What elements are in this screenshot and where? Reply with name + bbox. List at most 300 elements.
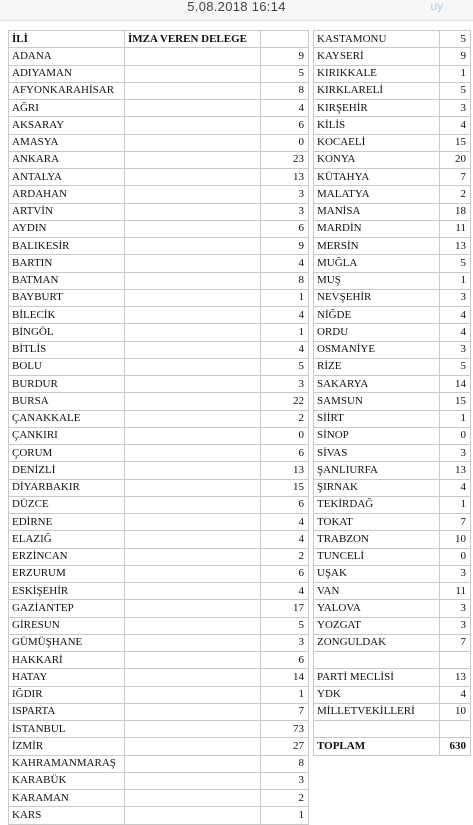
table-row	[9, 324, 309, 341]
province-name: AKSARAY	[9, 117, 125, 134]
province-name: İZMİR	[9, 738, 125, 755]
table-row	[9, 289, 309, 306]
province-name: SAMSUN	[314, 393, 440, 410]
delegate-count: 6	[261, 445, 309, 462]
province-name: IĞDIR	[9, 686, 125, 703]
delegate-count: 4	[261, 100, 309, 117]
province-name: BURSA	[9, 393, 125, 410]
delegate-count: 5	[440, 255, 471, 272]
delegate-count: 13	[261, 169, 309, 186]
status-ghost-text: uy	[430, 0, 443, 13]
empty-cell	[125, 790, 261, 807]
delegate-count: 1	[261, 807, 309, 824]
table-row	[314, 272, 471, 289]
delegate-count: 13	[261, 462, 309, 479]
total-row	[314, 738, 471, 755]
table-row	[314, 203, 471, 220]
province-name: ELAZIĞ	[9, 531, 125, 548]
empty-cell	[125, 324, 261, 341]
empty-cell	[125, 220, 261, 237]
left-delegate-table	[8, 30, 309, 825]
province-name: TEKİRDAĞ	[314, 496, 440, 513]
delegate-count: 0	[440, 548, 471, 565]
delegate-count: 7	[440, 169, 471, 186]
table-row	[314, 289, 471, 306]
province-name: ESKİŞEHİR	[9, 583, 125, 600]
table-row	[9, 496, 309, 513]
province-name: EDİRNE	[9, 514, 125, 531]
table-row	[314, 583, 471, 600]
table-row	[9, 617, 309, 634]
province-name: MİLLETVEKİLLERİ	[314, 703, 440, 720]
empty-cell	[125, 807, 261, 824]
table-row	[9, 583, 309, 600]
delegate-count: 6	[261, 565, 309, 582]
province-name: MUŞ	[314, 272, 440, 289]
table-row	[314, 462, 471, 479]
empty-cell	[125, 514, 261, 531]
province-name: İSTANBUL	[9, 721, 125, 738]
delegate-count: 22	[261, 393, 309, 410]
table-row	[9, 82, 309, 99]
empty-cell	[125, 203, 261, 220]
table-row	[314, 514, 471, 531]
province-name: MANİSA	[314, 203, 440, 220]
table-row	[314, 496, 471, 513]
delegate-count: 7	[261, 703, 309, 720]
empty-cell	[125, 307, 261, 324]
delegate-count: 11	[440, 583, 471, 600]
table-row	[314, 721, 471, 738]
delegate-count: 1	[261, 686, 309, 703]
delegate-count: 7	[440, 514, 471, 531]
delegate-count	[440, 652, 471, 669]
delegate-count: 3	[440, 341, 471, 358]
empty-cell	[125, 238, 261, 255]
table-row	[9, 358, 309, 375]
delegate-count: 13	[440, 669, 471, 686]
empty-cell	[125, 652, 261, 669]
table-row	[9, 307, 309, 324]
province-name: AĞRI	[9, 100, 125, 117]
table-row	[314, 634, 471, 651]
empty-cell	[125, 445, 261, 462]
table-row	[9, 790, 309, 807]
table-row	[314, 410, 471, 427]
table-row	[9, 48, 309, 65]
province-name: ERZURUM	[9, 565, 125, 582]
delegate-count: 23	[261, 151, 309, 168]
table-row	[9, 65, 309, 82]
empty-cell	[125, 169, 261, 186]
empty-cell	[125, 703, 261, 720]
province-name: RİZE	[314, 358, 440, 375]
empty-cell	[125, 772, 261, 789]
empty-cell	[125, 289, 261, 306]
table-row	[9, 721, 309, 738]
table-row	[314, 703, 471, 720]
province-name: KIRIKKALE	[314, 65, 440, 82]
table-row	[314, 307, 471, 324]
table-row	[314, 341, 471, 358]
province-name: NİĞDE	[314, 307, 440, 324]
table-row	[9, 393, 309, 410]
status-time: 5.08.2018 16:14	[187, 0, 286, 14]
delegate-count: 3	[261, 203, 309, 220]
table-row	[9, 169, 309, 186]
delegate-count: 3	[440, 289, 471, 306]
delegate-count: 5	[440, 358, 471, 375]
table-row	[314, 134, 471, 151]
delegate-count: 6	[261, 496, 309, 513]
status-bar	[0, 0, 473, 21]
delegate-count: 3	[261, 376, 309, 393]
table-row	[314, 427, 471, 444]
delegate-count: 14	[261, 669, 309, 686]
province-name: KIRŞEHİR	[314, 100, 440, 117]
empty-cell	[125, 755, 261, 772]
table-row	[9, 703, 309, 720]
delegate-count: 4	[261, 341, 309, 358]
province-name: HAKKARİ	[9, 652, 125, 669]
delegate-count: 0	[261, 427, 309, 444]
delegate-count: 3	[440, 617, 471, 634]
empty-cell	[125, 100, 261, 117]
table-row	[9, 479, 309, 496]
empty-cell	[125, 393, 261, 410]
table-row	[9, 255, 309, 272]
province-name: HATAY	[9, 669, 125, 686]
province-name: YOZGAT	[314, 617, 440, 634]
empty-cell	[125, 738, 261, 755]
empty-cell	[125, 617, 261, 634]
empty-cell	[125, 65, 261, 82]
table-row	[9, 134, 309, 151]
delegate-count: 13	[440, 462, 471, 479]
province-name: YDK	[314, 686, 440, 703]
table-row	[9, 445, 309, 462]
delegate-count: 18	[440, 203, 471, 220]
header-empty	[261, 31, 309, 48]
table-row	[314, 48, 471, 65]
delegate-count: 4	[261, 514, 309, 531]
province-name: SAKARYA	[314, 376, 440, 393]
delegate-count: 4	[440, 324, 471, 341]
table-row	[314, 669, 471, 686]
delegate-count: 4	[440, 307, 471, 324]
province-name: KÜTAHYA	[314, 169, 440, 186]
delegate-count: 10	[440, 703, 471, 720]
delegate-count: 10	[440, 531, 471, 548]
delegate-count: 5	[440, 31, 471, 48]
table-row	[9, 341, 309, 358]
province-name: BİNGÖL	[9, 324, 125, 341]
delegate-count: 6	[261, 652, 309, 669]
table-row	[314, 565, 471, 582]
table-row	[314, 65, 471, 82]
table-row	[9, 186, 309, 203]
delegate-count: 3	[440, 600, 471, 617]
empty-cell	[125, 583, 261, 600]
empty-cell	[125, 376, 261, 393]
province-name: ŞIRNAK	[314, 479, 440, 496]
province-name: ŞANLIURFA	[314, 462, 440, 479]
province-name: KOCAELİ	[314, 134, 440, 151]
province-name: TOPLAM	[314, 738, 440, 755]
table-row	[9, 669, 309, 686]
table-row	[9, 565, 309, 582]
table-row	[314, 358, 471, 375]
province-name: BATMAN	[9, 272, 125, 289]
table-row	[314, 151, 471, 168]
delegate-count: 1	[440, 496, 471, 513]
province-name: ADANA	[9, 48, 125, 65]
empty-cell	[125, 496, 261, 513]
table-row	[314, 255, 471, 272]
province-name: MARDİN	[314, 220, 440, 237]
delegate-count: 14	[440, 376, 471, 393]
table-row	[9, 531, 309, 548]
table-row	[314, 445, 471, 462]
delegate-count: 9	[261, 48, 309, 65]
empty-cell	[125, 151, 261, 168]
empty-cell	[125, 82, 261, 99]
right-delegate-table	[313, 30, 471, 756]
delegate-count: 3	[261, 186, 309, 203]
table-row	[9, 151, 309, 168]
empty-cell	[125, 565, 261, 582]
delegate-count: 4	[440, 686, 471, 703]
province-name: AFYONKARAHİSAR	[9, 82, 125, 99]
table-row	[9, 807, 309, 824]
delegate-count: 1	[440, 410, 471, 427]
province-name: YALOVA	[314, 600, 440, 617]
table-row	[314, 376, 471, 393]
delegate-count: 1	[440, 272, 471, 289]
table-row	[9, 738, 309, 755]
delegate-count: 27	[261, 738, 309, 755]
empty-cell	[125, 531, 261, 548]
delegate-count: 17	[261, 600, 309, 617]
table-row	[9, 203, 309, 220]
delegate-count: 8	[261, 755, 309, 772]
province-name: ANKARA	[9, 151, 125, 168]
empty-cell	[125, 255, 261, 272]
empty-cell	[125, 721, 261, 738]
delegate-count: 73	[261, 721, 309, 738]
province-name: BİLECİK	[9, 307, 125, 324]
empty-cell	[125, 462, 261, 479]
province-name: ANTALYA	[9, 169, 125, 186]
province-name: ARTVİN	[9, 203, 125, 220]
province-name: BARTIN	[9, 255, 125, 272]
delegate-count: 3	[261, 772, 309, 789]
empty-cell	[125, 634, 261, 651]
delegate-count: 630	[440, 738, 471, 755]
table-row	[9, 462, 309, 479]
province-name: KARAMAN	[9, 790, 125, 807]
table-row	[314, 82, 471, 99]
table-row	[9, 100, 309, 117]
province-name: GİRESUN	[9, 617, 125, 634]
empty-cell	[125, 272, 261, 289]
province-name: MERSİN	[314, 238, 440, 255]
table-row	[9, 772, 309, 789]
delegate-count: 6	[261, 220, 309, 237]
province-name: KONYA	[314, 151, 440, 168]
province-name: SİNOP	[314, 427, 440, 444]
province-name: TOKAT	[314, 514, 440, 531]
table-row	[314, 652, 471, 669]
delegate-count: 15	[440, 393, 471, 410]
province-name: SİVAS	[314, 445, 440, 462]
province-name: ÇANKIRI	[9, 427, 125, 444]
province-name: ERZİNCAN	[9, 548, 125, 565]
table-row	[314, 220, 471, 237]
delegate-count: 2	[261, 548, 309, 565]
delegate-count: 11	[440, 220, 471, 237]
province-name: DÜZCE	[9, 496, 125, 513]
table-row	[314, 548, 471, 565]
delegate-count: 8	[261, 82, 309, 99]
province-name: KARABÜK	[9, 772, 125, 789]
delegate-count: 3	[261, 634, 309, 651]
empty-cell	[125, 117, 261, 134]
delegate-count: 4	[440, 479, 471, 496]
empty-cell	[125, 600, 261, 617]
delegate-count: 4	[261, 255, 309, 272]
province-name: NEVŞEHİR	[314, 289, 440, 306]
table-row	[9, 652, 309, 669]
table-row	[9, 755, 309, 772]
delegate-count: 4	[261, 307, 309, 324]
province-name: OSMANİYE	[314, 341, 440, 358]
delegate-count: 1	[440, 65, 471, 82]
province-name: KAHRAMANMARAŞ	[9, 755, 125, 772]
empty-cell	[125, 358, 261, 375]
table-row	[9, 272, 309, 289]
empty-cell	[125, 134, 261, 151]
province-name: DENİZLİ	[9, 462, 125, 479]
province-name: KİLİS	[314, 117, 440, 134]
empty-cell	[125, 48, 261, 65]
delegate-count: 15	[261, 479, 309, 496]
delegate-count: 1	[261, 289, 309, 306]
table-row	[9, 117, 309, 134]
table-row	[314, 117, 471, 134]
table-row	[314, 31, 471, 48]
province-name: BOLU	[9, 358, 125, 375]
province-name: BURDUR	[9, 376, 125, 393]
province-name: UŞAK	[314, 565, 440, 582]
province-name: KAYSERİ	[314, 48, 440, 65]
table-row	[9, 686, 309, 703]
delegate-count: 9	[261, 238, 309, 255]
table-row	[314, 324, 471, 341]
delegate-count: 8	[261, 272, 309, 289]
delegate-count: 7	[440, 634, 471, 651]
delegate-count: 5	[261, 65, 309, 82]
table-row	[9, 410, 309, 427]
province-name: TUNCELİ	[314, 548, 440, 565]
table-row	[314, 100, 471, 117]
empty-cell	[125, 410, 261, 427]
delegate-count: 2	[261, 790, 309, 807]
province-name: AMASYA	[9, 134, 125, 151]
province-name: BAYBURT	[9, 289, 125, 306]
table-row	[9, 634, 309, 651]
delegate-count: 20	[440, 151, 471, 168]
delegate-count: 4	[261, 583, 309, 600]
table-row	[314, 479, 471, 496]
table-row	[9, 427, 309, 444]
delegate-count: 13	[440, 238, 471, 255]
header-delegates: İMZA VEREN DELEGE	[125, 31, 261, 48]
delegate-count: 2	[261, 410, 309, 427]
empty-cell	[125, 341, 261, 358]
delegate-count: 5	[440, 82, 471, 99]
spreadsheet-image	[0, 28, 473, 821]
delegate-count: 9	[440, 48, 471, 65]
province-name: PARTİ MECLİSİ	[314, 669, 440, 686]
province-name: ÇORUM	[9, 445, 125, 462]
delegate-count: 3	[440, 445, 471, 462]
delegate-count: 4	[261, 531, 309, 548]
province-name: KASTAMONU	[314, 31, 440, 48]
header-province: İLİ	[9, 31, 125, 48]
table-header-row	[9, 31, 309, 48]
delegate-count: 2	[440, 186, 471, 203]
province-name: GÜMÜŞHANE	[9, 634, 125, 651]
province-name	[314, 652, 440, 669]
province-name: ARDAHAN	[9, 186, 125, 203]
province-name: KIRKLARELİ	[314, 82, 440, 99]
delegate-count	[440, 721, 471, 738]
table-row	[9, 514, 309, 531]
delegate-count: 5	[261, 617, 309, 634]
province-name: BİTLİS	[9, 341, 125, 358]
province-name: TRABZON	[314, 531, 440, 548]
province-name: ORDU	[314, 324, 440, 341]
table-row	[9, 376, 309, 393]
table-row	[314, 531, 471, 548]
province-name: MUĞLA	[314, 255, 440, 272]
empty-cell	[125, 548, 261, 565]
province-name: ZONGULDAK	[314, 634, 440, 651]
province-name	[314, 721, 440, 738]
province-name: GAZİANTEP	[9, 600, 125, 617]
province-name: ISPARTA	[9, 703, 125, 720]
table-row	[314, 617, 471, 634]
table-row	[9, 238, 309, 255]
province-name: MALATYA	[314, 186, 440, 203]
table-row	[314, 393, 471, 410]
delegate-count: 3	[440, 565, 471, 582]
province-name: KARS	[9, 807, 125, 824]
delegate-count: 0	[440, 427, 471, 444]
province-name: BALIKESİR	[9, 238, 125, 255]
delegate-count: 3	[440, 100, 471, 117]
table-row	[314, 686, 471, 703]
delegate-count: 6	[261, 117, 309, 134]
table-row	[314, 238, 471, 255]
province-name: ÇANAKKALE	[9, 410, 125, 427]
table-row	[314, 169, 471, 186]
table-row	[314, 600, 471, 617]
empty-cell	[125, 427, 261, 444]
delegate-count: 0	[261, 134, 309, 151]
province-name: ADIYAMAN	[9, 65, 125, 82]
